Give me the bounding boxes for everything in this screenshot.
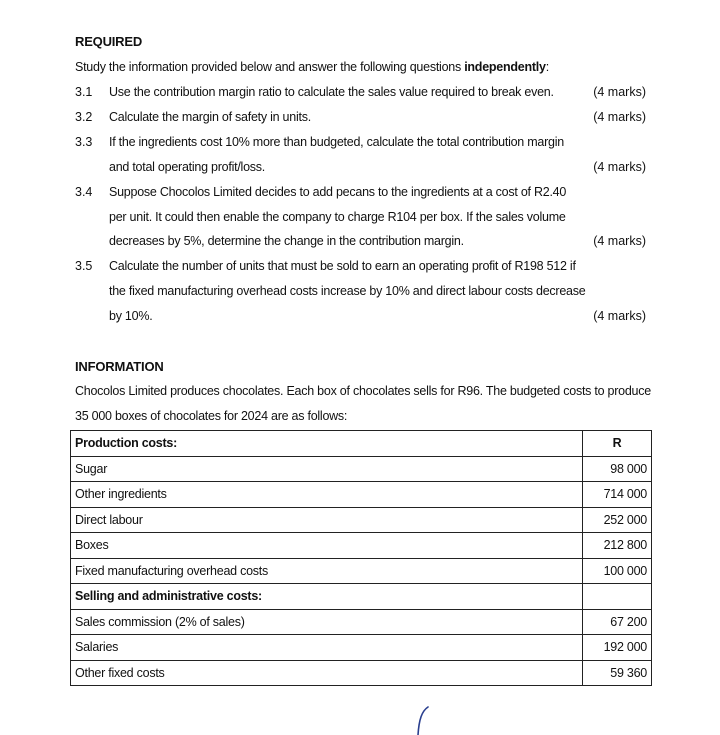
- table-row: [71, 507, 652, 533]
- table-row: [71, 609, 652, 635]
- question-text: If the ingredients cost 10% more than budgeted, calculate the total contribution margin: [109, 135, 564, 149]
- question-text: the fixed manufacturing overhead costs increase by 10% and direct labour costs decrease: [109, 284, 586, 298]
- production-costs-header: Production costs:: [71, 431, 583, 457]
- question-marks: (4 marks): [593, 309, 646, 323]
- required-heading: REQUIRED: [75, 34, 143, 49]
- question-number: 3.3: [75, 135, 93, 149]
- selling-costs-header: Selling and administrative costs:: [71, 584, 583, 610]
- intro-bold-text: independently: [464, 60, 546, 74]
- question-text: and total operating profit/loss.: [109, 160, 265, 174]
- question-marks: (4 marks): [593, 160, 646, 174]
- cost-label: Sugar: [71, 456, 583, 482]
- question-text: Suppose Chocolos Limited decides to add pecans to the ingredients at a cost of R2.40: [109, 185, 567, 199]
- table-row: [71, 482, 652, 508]
- cost-amount: 252 000: [583, 507, 652, 533]
- question-marks: (4 marks): [593, 85, 646, 99]
- question-text: per unit. It could then enable the company to charge R104 per box. If the sales volume: [109, 210, 566, 224]
- table-row: [71, 660, 652, 686]
- question-marks: (4 marks): [593, 110, 646, 124]
- cost-amount: 59 360: [583, 660, 652, 686]
- cost-label: Sales commission (2% of sales): [71, 609, 583, 635]
- required-intro: [75, 60, 549, 74]
- pen-mark: [410, 705, 440, 735]
- cost-amount: 98 000: [583, 456, 652, 482]
- information-text: Chocolos Limited produces chocolates. Each box of chocolates sells for R96. The budgeted costs to produce: [75, 384, 651, 398]
- budgeted-costs-table: [70, 430, 652, 686]
- cost-amount: 192 000: [583, 635, 652, 661]
- cost-label: Direct labour: [71, 507, 583, 533]
- question-text: Calculate the number of units that must be sold to earn an operating profit of R198 512 if: [109, 259, 576, 273]
- intro-suffix: :: [545, 60, 549, 74]
- information-text: 35 000 boxes of chocolates for 2024 are as follows:: [75, 409, 348, 423]
- cost-label: Other ingredients: [71, 482, 583, 508]
- table-row: [71, 558, 652, 584]
- question-text: decreases by 5%, determine the change in the contribution margin.: [109, 234, 464, 248]
- intro-text: Study the information provided below and answer the following questions: [75, 60, 465, 74]
- cost-amount: 100 000: [583, 558, 652, 584]
- question-text: Calculate the margin of safety in units.: [109, 110, 311, 124]
- cost-label: Boxes: [71, 533, 583, 559]
- question-text: by 10%.: [109, 309, 153, 323]
- cost-amount: 714 000: [583, 482, 652, 508]
- question-marks: (4 marks): [593, 234, 646, 248]
- question-number: 3.4: [75, 185, 93, 199]
- question-number: 3.1: [75, 85, 93, 99]
- cost-label: Fixed manufacturing overhead costs: [71, 558, 583, 584]
- question-number: 3.2: [75, 110, 93, 124]
- cost-amount: 67 200: [583, 609, 652, 635]
- cost-label: Salaries: [71, 635, 583, 661]
- currency-header: R: [583, 431, 652, 457]
- table-row: [71, 456, 652, 482]
- cost-amount: 212 800: [583, 533, 652, 559]
- empty-cell: [583, 584, 652, 610]
- table-row: [71, 584, 652, 610]
- question-text: Use the contribution margin ratio to calculate the sales value required to break even.: [109, 85, 554, 99]
- table-row: [71, 533, 652, 559]
- table-row: [71, 635, 652, 661]
- table-row: [71, 431, 652, 457]
- information-heading: INFORMATION: [75, 359, 164, 374]
- question-number: 3.5: [75, 259, 93, 273]
- cost-label: Other fixed costs: [71, 660, 583, 686]
